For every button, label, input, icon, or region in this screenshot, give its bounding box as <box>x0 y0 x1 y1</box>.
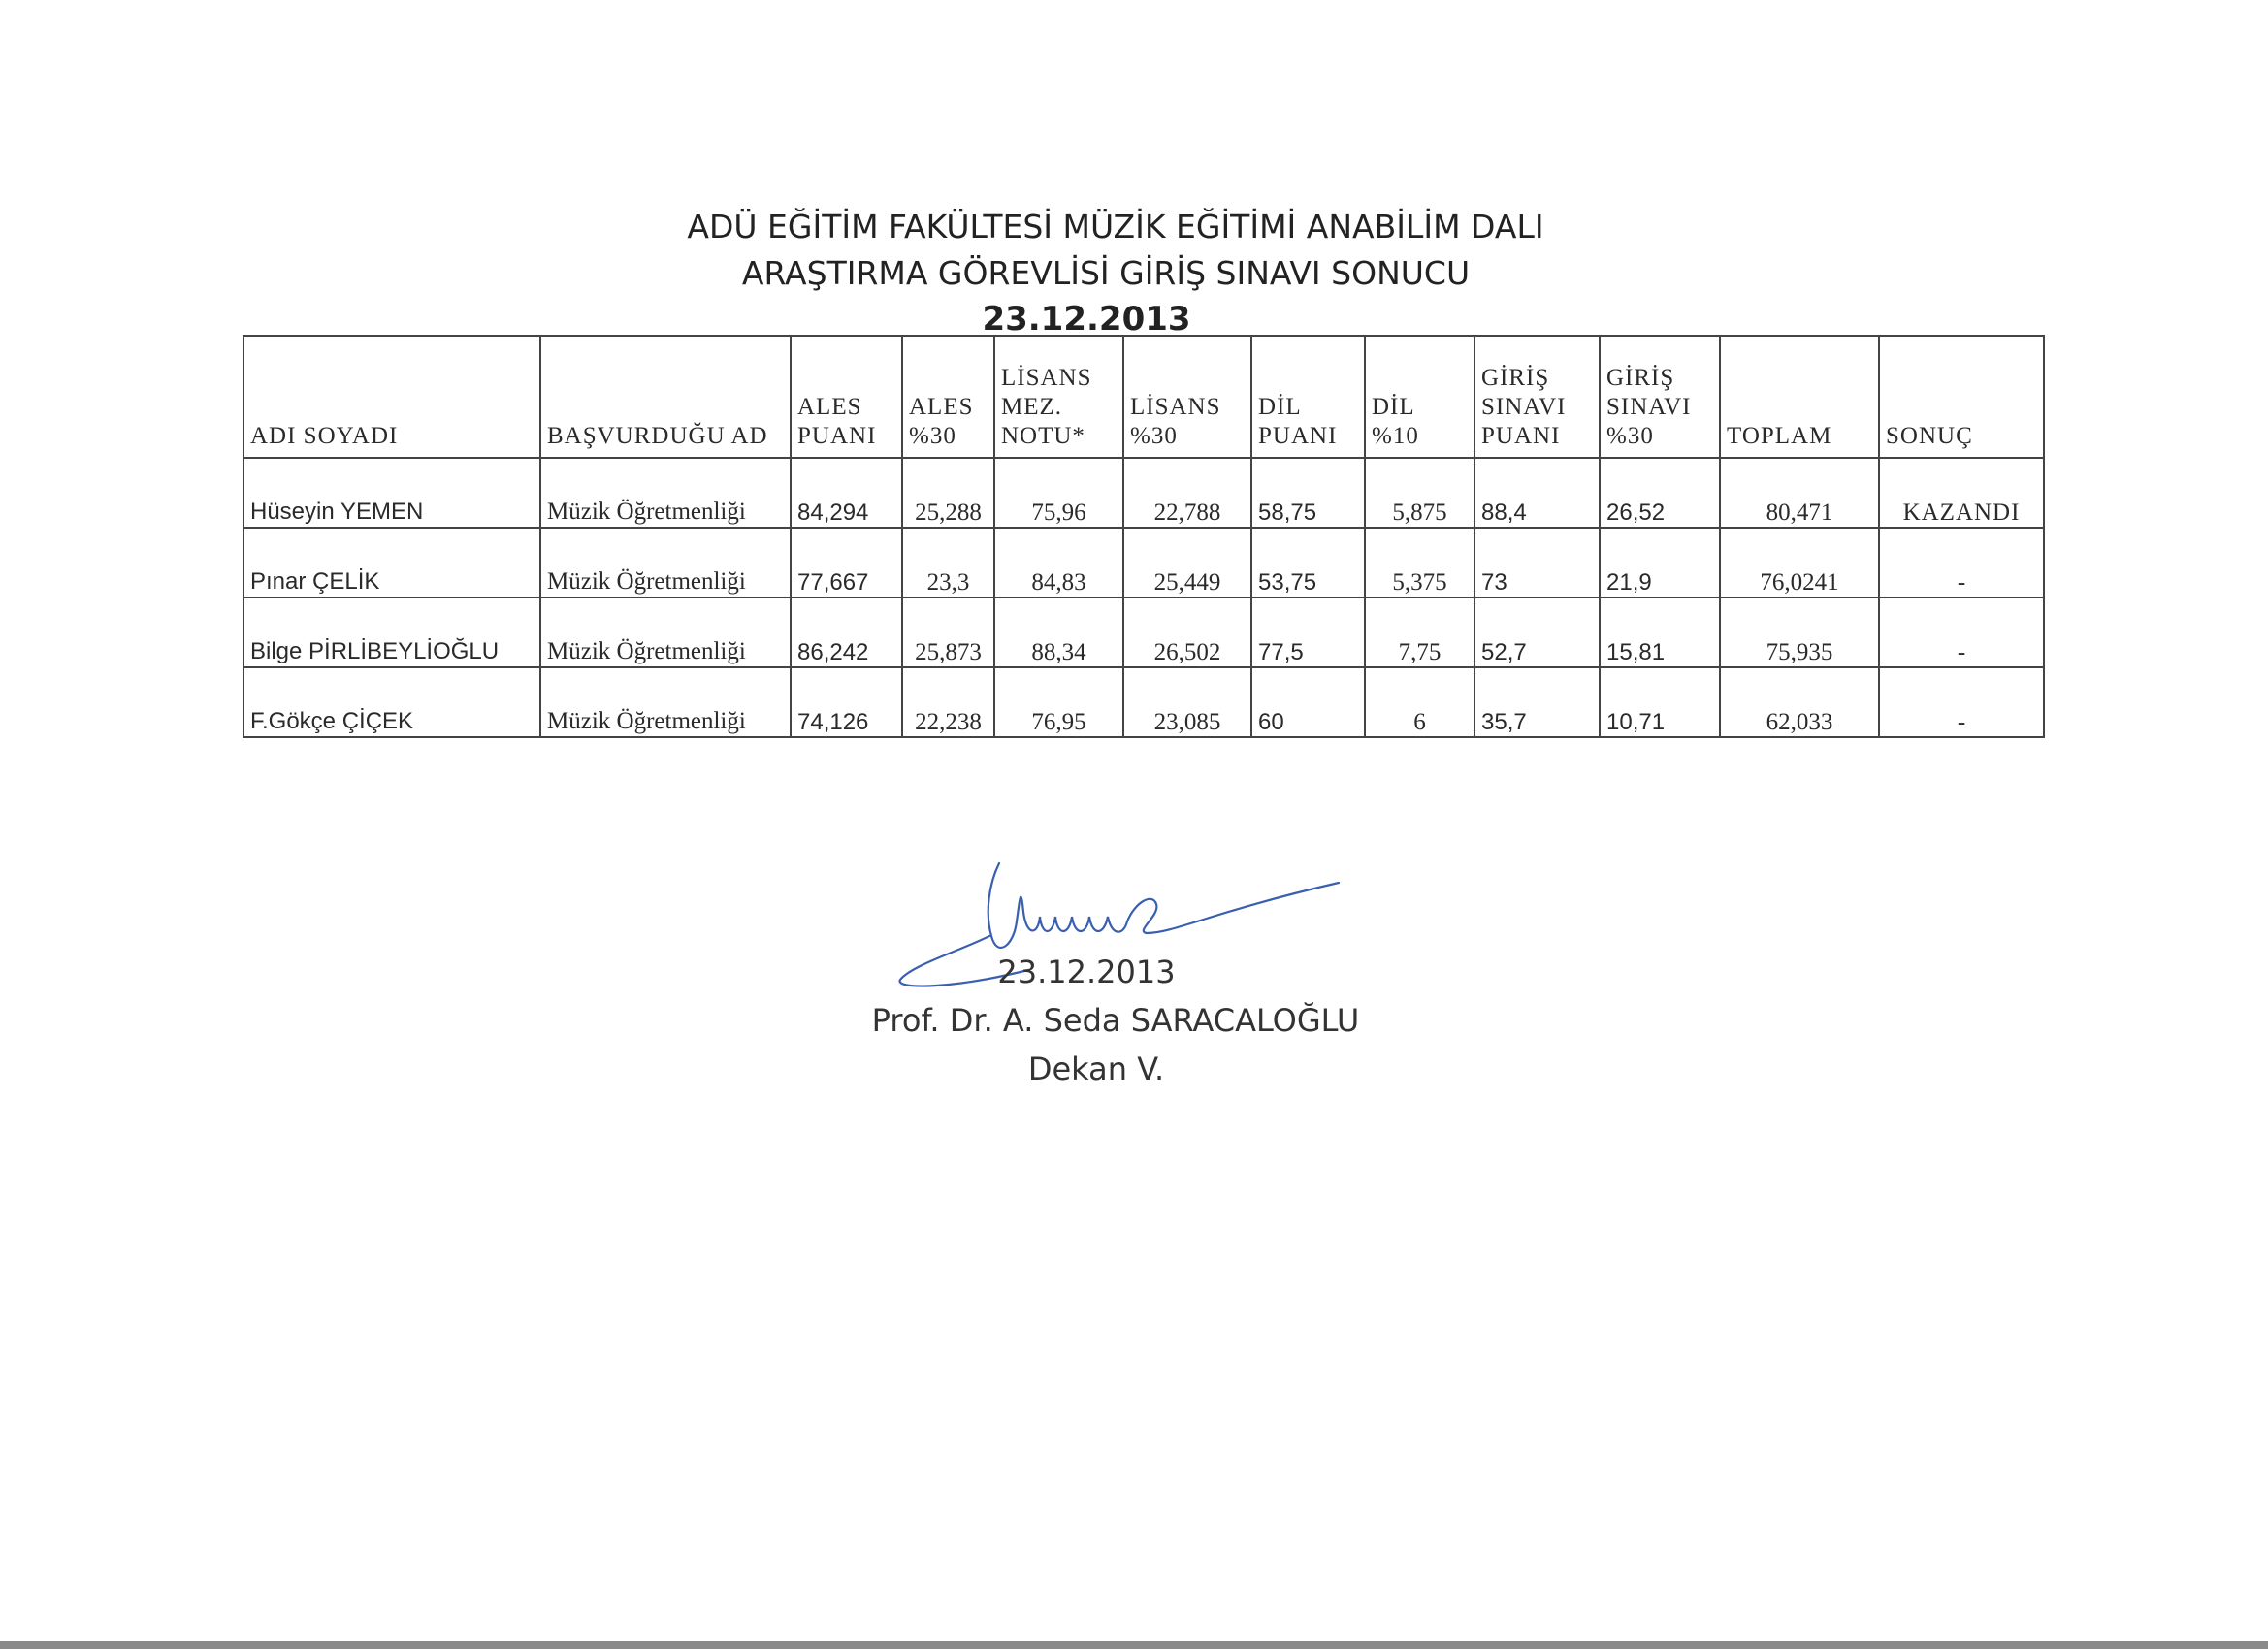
cell-language-10: 5,375 <box>1365 528 1474 598</box>
cell-language-score: 77,5 <box>1251 598 1365 667</box>
col-header-ales-30: ALES %30 <box>902 336 994 458</box>
header-line-2: ARAŞTIRMA GÖREVLİSİ GİRİŞ SINAVI SONUCU <box>741 254 1471 292</box>
results-table <box>243 335 2045 738</box>
header-date: 23.12.2013 <box>982 300 1191 339</box>
col-header-language-score: DİL PUANI <box>1251 336 1365 458</box>
cell-language-10: 5,875 <box>1365 458 1474 528</box>
cell-name: Bilge PİRLİBEYLİOĞLU <box>243 598 540 667</box>
cell-total: 75,935 <box>1720 598 1879 667</box>
cell-language-10: 7,75 <box>1365 598 1474 667</box>
cell-ales-30: 25,288 <box>902 458 994 528</box>
signatory-name: Prof. Dr. A. Seda SARACALOĞLU <box>871 1002 1360 1039</box>
cell-license-30: 25,449 <box>1123 528 1251 598</box>
cell-ales-score: 86,242 <box>791 598 902 667</box>
cell-total: 80,471 <box>1720 458 1879 528</box>
cell-name: Pınar ÇELİK <box>243 528 540 598</box>
cell-license-grade: 88,34 <box>994 598 1123 667</box>
cell-total: 76,0241 <box>1720 528 1879 598</box>
cell-license-grade: 75,96 <box>994 458 1123 528</box>
cell-license-30: 23,085 <box>1123 667 1251 737</box>
cell-result: KAZANDI <box>1879 458 2044 528</box>
col-header-entrance-score: GİRİŞ SINAVI PUANI <box>1474 336 1600 458</box>
cell-ales-30: 23,3 <box>902 528 994 598</box>
table-row <box>243 667 2044 737</box>
cell-language-score: 58,75 <box>1251 458 1365 528</box>
cell-result: - <box>1879 528 2044 598</box>
col-header-language-10: DİL %10 <box>1365 336 1474 458</box>
cell-department: Müzik Öğretmenliği <box>540 458 791 528</box>
cell-language-10: 6 <box>1365 667 1474 737</box>
cell-entrance-30: 21,9 <box>1600 528 1720 598</box>
cell-license-grade: 84,83 <box>994 528 1123 598</box>
cell-license-30: 26,502 <box>1123 598 1251 667</box>
cell-license-grade: 76,95 <box>994 667 1123 737</box>
cell-license-30: 22,788 <box>1123 458 1251 528</box>
col-header-ales-score: ALES PUANI <box>791 336 902 458</box>
signature-date: 23.12.2013 <box>997 954 1176 990</box>
col-header-total: TOPLAM <box>1720 336 1879 458</box>
cell-name: F.Gökçe ÇİÇEK <box>243 667 540 737</box>
cell-entrance-score: 35,7 <box>1474 667 1600 737</box>
col-header-license-30: LİSANS %30 <box>1123 336 1251 458</box>
cell-department: Müzik Öğretmenliği <box>540 528 791 598</box>
signatory-title: Dekan V. <box>1027 1051 1165 1087</box>
col-header-result: SONUÇ <box>1879 336 2044 458</box>
cell-ales-score: 77,667 <box>791 528 902 598</box>
table-row <box>243 528 2044 598</box>
cell-ales-score: 84,294 <box>791 458 902 528</box>
cell-department: Müzik Öğretmenliği <box>540 598 791 667</box>
cell-entrance-score: 52,7 <box>1474 598 1600 667</box>
cell-total: 62,033 <box>1720 667 1879 737</box>
cell-department: Müzik Öğretmenliği <box>540 667 791 737</box>
cell-language-score: 60 <box>1251 667 1365 737</box>
table-header-row <box>243 336 2044 458</box>
cell-language-score: 53,75 <box>1251 528 1365 598</box>
cell-result: - <box>1879 598 2044 667</box>
col-header-name: ADI SOYADI <box>243 336 540 458</box>
scan-edge-bar <box>0 1641 2268 1649</box>
cell-entrance-30: 15,81 <box>1600 598 1720 667</box>
col-header-department: BAŞVURDUĞU AD <box>540 336 791 458</box>
cell-ales-score: 74,126 <box>791 667 902 737</box>
col-header-entrance-30: GİRİŞ SINAVI %30 <box>1600 336 1720 458</box>
cell-entrance-30: 26,52 <box>1600 458 1720 528</box>
table-row <box>243 598 2044 667</box>
cell-entrance-score: 73 <box>1474 528 1600 598</box>
col-header-license-grade: LİSANS MEZ. NOTU* <box>994 336 1123 458</box>
cell-entrance-score: 88,4 <box>1474 458 1600 528</box>
cell-ales-30: 22,238 <box>902 667 994 737</box>
cell-ales-30: 25,873 <box>902 598 994 667</box>
cell-result: - <box>1879 667 2044 737</box>
header-line-1: ADÜ EĞİTİM FAKÜLTESİ MÜZİK EĞİTİMİ ANABİLİM DALI <box>687 208 1544 245</box>
cell-name: Hüseyin YEMEN <box>243 458 540 528</box>
table-row <box>243 458 2044 528</box>
cell-entrance-30: 10,71 <box>1600 667 1720 737</box>
